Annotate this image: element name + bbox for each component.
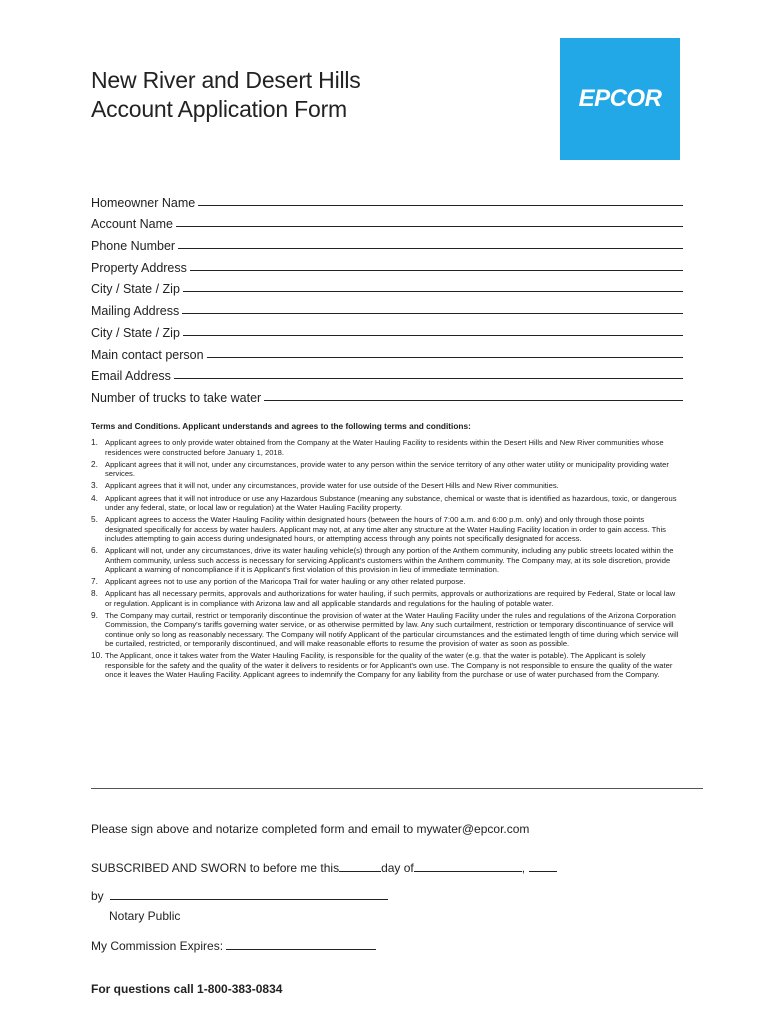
logo-text: EPCOR	[578, 85, 662, 112]
commission-label: My Commission Expires:	[91, 939, 224, 953]
input-line[interactable]	[183, 334, 683, 336]
notary-public-label: Notary Public	[109, 909, 181, 923]
term-item: 7. Applicant agrees not to use any portion of the Maricopa Trail for water hauling or any other related purpose.	[91, 576, 466, 587]
input-line[interactable]	[176, 225, 683, 227]
terms-and-conditions	[91, 422, 683, 682]
sworn-line	[91, 859, 691, 875]
commission-expires-blank[interactable]	[226, 937, 376, 950]
sworn-comma: ,	[521, 861, 526, 875]
sworn-prefix: SUBSCRIBED AND SWORN to before me this	[91, 861, 340, 875]
homeowner-name-field[interactable]: Homeowner Name	[91, 188, 683, 210]
form-title	[91, 66, 531, 124]
by-label: by	[91, 889, 104, 903]
day-blank[interactable]	[339, 859, 381, 872]
mailing-address-field[interactable]: Mailing Address	[91, 296, 683, 318]
term-item: 3. Applicant agrees that it will not, under any circumstances, provide water for use outside of the Desert Hills and New River communities.	[91, 480, 559, 491]
sign-instruction: Please sign above and notarize completed form and email to mywater@epcor.com	[91, 822, 530, 836]
input-line[interactable]	[198, 204, 683, 206]
input-line[interactable]	[182, 312, 683, 314]
property-city-state-zip-field[interactable]: City / State / Zip	[91, 275, 683, 297]
terms-heading: Terms and Conditions. Applicant understands and agrees to the following terms and conditions:	[91, 421, 471, 431]
main-contact-field[interactable]: Main contact person	[91, 340, 683, 362]
input-line[interactable]	[178, 247, 683, 249]
questions-phone: For questions call 1-800-383-0834	[91, 982, 283, 996]
notary-by-line	[91, 887, 691, 903]
input-line[interactable]	[174, 377, 683, 379]
property-address-field[interactable]: Property Address	[91, 253, 683, 275]
title-line-1: New River and Desert Hills	[91, 67, 361, 93]
input-line[interactable]	[183, 290, 683, 292]
epcor-logo	[560, 38, 680, 160]
phone-number-field[interactable]: Phone Number	[91, 231, 683, 253]
input-line[interactable]	[190, 269, 683, 271]
input-line[interactable]	[207, 356, 683, 358]
term-item: 6. Applicant will not, under any circumstances, drive its water hauling vehicle(s) through any portion of the Anthem community, including any public streets located within the Anthem community, unless such access is necessary for servicing Applicant's customers within the Anthem community. The Company may, at its sole discretion, provide Applicant a warning of noncompliance if it is Applicant's first violation of this provision in lieu of immediate termination.	[91, 545, 674, 574]
account-name-field[interactable]: Account Name	[91, 210, 683, 232]
term-item: 8. Applicant has all necessary permits, approvals and authorizations for water hauling, if such permits, approvals or authorizations are required by Federal, State or local law or regulation. Applicant is in compliance with Arizona law and all applicable standards and regulations for the hauling of potable water.	[91, 588, 676, 608]
year-blank[interactable]	[529, 859, 557, 872]
term-item: 1. Applicant agrees to only provide water obtained from the Company at the Water Hauling Facility to residents within the Desert Hills and New River communities whose residences were constructed before January 1, 2018.	[91, 437, 664, 457]
month-blank[interactable]	[414, 859, 522, 872]
signature-rule[interactable]	[91, 788, 703, 789]
notary-signature-blank[interactable]	[110, 887, 388, 900]
term-item: 9. The Company may curtail, restrict or temporarily discontinue the provision of water at the Water Hauling Facility under the rules and regulations of the Arizona Corporation Commission, the Company's tariffs governing water service, or as otherwise permitted by law. Any such curtailment, restriction or temporary discontinuance of service will continue only so long as reasonably necessary. The Company will notify Applicant of the particular circumstances and the estimated length of time during which service will be curtailed, restricted, or temporarily discontinued, and will make reasonable efforts to resume the provision of water as soon as possible.	[91, 610, 679, 648]
mailing-city-state-zip-field[interactable]: City / State / Zip	[91, 318, 683, 340]
input-line[interactable]	[264, 399, 683, 401]
commission-line	[91, 937, 691, 953]
number-of-trucks-field[interactable]: Number of trucks to take water	[91, 383, 683, 405]
email-address-field[interactable]: Email Address	[91, 362, 683, 384]
term-item: 2. Applicant agrees that it will not, under any circumstances, provide water to any person within the service territory of any other water utility or municipality providing water services.	[91, 458, 669, 479]
title-line-2: Account Application Form	[91, 96, 347, 122]
application-fields	[91, 188, 683, 405]
term-item: 4. Applicant agrees that it will not introduce or use any Hazardous Substance (meaning any substance, chemical or waste that is identified as hazardous, toxic, or dangerous under any federal, state, or local law or regulation) at the Water Hauling Facility property.	[91, 492, 677, 513]
term-item: 5. Applicant agrees to access the Water Hauling Facility within designated hours (between the hours of 7:00 a.m. and 6:00 p.m. only) and only through those points designated specifically for access by water haulers. Applicant may not, at any time alter any structure at the Water Hauling Facility location in order to gain access. This includes attempting to gain access during undesignated hours, or attempting access through any points not specifically designated for access.	[91, 514, 666, 543]
term-item: 10. The Applicant, once it takes water from the Water Hauling Facility, is responsible for the quality of the water (e.g. that the water is potable). The Applicant is solely responsible for the safety and the quality of the water it delivers to residents or for Applicant's own use. The Company is not responsible to ensure the quality of the water once it leaves the Water Hauling Facility. Applicant agrees to indemnify the Company for any liability from the purchase or use of water purchased from the Company.	[91, 650, 673, 679]
sworn-day-of: day of	[381, 861, 414, 875]
